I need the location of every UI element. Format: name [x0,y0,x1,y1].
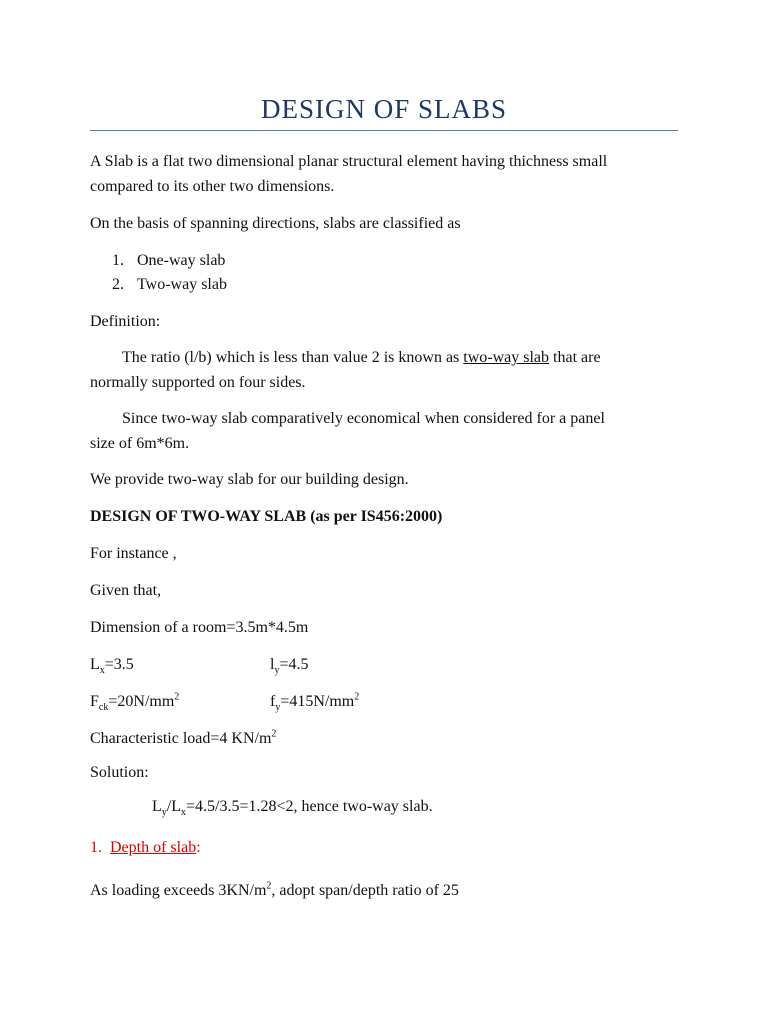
ratio-check [152,797,433,817]
page-title: DESIGN OF SLABS [260,94,508,124]
design-heading: DESIGN OF TWO-WAY SLAB (as per IS456:2000) [90,508,443,525]
ratio-lx-subscript: x [181,807,186,819]
fy-amount: =415N/mm [280,693,355,710]
room-dimension: Dimension of a room=3.5m*4.5m [90,619,309,636]
provide-statement: We provide two-way slab for our building design. [90,471,409,488]
definition-text-end: that are [549,349,601,366]
intro-line-2: compared to its other two dimensions. [90,178,335,195]
lx-symbol: L [90,656,100,673]
ly-value [270,655,308,675]
list-item-number: 1. [112,252,124,269]
definition-label: Definition: [90,313,161,330]
ratio-divider: /L [166,798,181,815]
solution-label: Solution: [90,764,149,781]
ly-symbol: l [270,656,275,673]
ratio-ly-symbol: L [152,798,162,815]
fy-superscript: 2 [354,691,360,703]
step-1-colon: : [196,839,201,856]
loading-text: As loading exceeds 3KN/m [90,882,267,899]
step-1-number: 1. [90,839,102,856]
classification-intro: On the basis of spanning directions, slabs are classified as [90,215,461,232]
fck-subscript: ck [98,702,109,714]
ly-subscript: y [274,665,280,677]
ly-amount: =4.5 [279,656,309,673]
economy-line-1: Since two-way slab comparatively economical when considered for a panel [122,410,605,427]
definition-line-2: normally supported on four sides. [90,374,306,391]
loading-text-end: , adopt span/depth ratio of 25 [271,882,459,899]
ratio-result: =4.5/3.5=1.28<2, hence two-way slab. [186,798,433,815]
fck-value [90,692,179,712]
step-1-label: Depth of slab [110,839,197,856]
characteristic-load-text: Characteristic load=4 KN/m [90,730,272,747]
lx-amount: =3.5 [104,656,134,673]
step-1-heading [90,838,201,858]
ratio-ly-subscript: y [161,807,167,819]
definition-term: two-way slab [463,349,550,366]
lx-value [90,655,134,675]
for-instance: For instance , [90,545,177,562]
characteristic-load-superscript: 2 [271,728,277,740]
loading-statement [90,881,459,901]
characteristic-load [90,729,276,749]
given-that: Given that, [90,582,162,599]
lx-subscript: x [99,665,105,677]
fy-symbol: f [270,693,276,710]
intro-line-1: A Slab is a flat two dimensional planar structural element having thichness small [90,153,608,170]
economy-line-2: size of 6m*6m. [90,435,190,452]
list-item-text: One-way slab [137,252,226,269]
fy-subscript: y [275,702,281,714]
fck-superscript: 2 [174,691,180,703]
fck-symbol: F [90,693,99,710]
list-item-number: 2. [112,276,124,293]
definition-text: The ratio (l/b) which is less than value 2 is known as [122,349,464,366]
fy-value [270,692,359,712]
fck-amount: =20N/mm [108,693,175,710]
title-divider [90,130,678,131]
definition-line-1 [122,348,601,368]
list-item-text: Two-way slab [137,276,227,293]
loading-superscript: 2 [266,880,272,892]
